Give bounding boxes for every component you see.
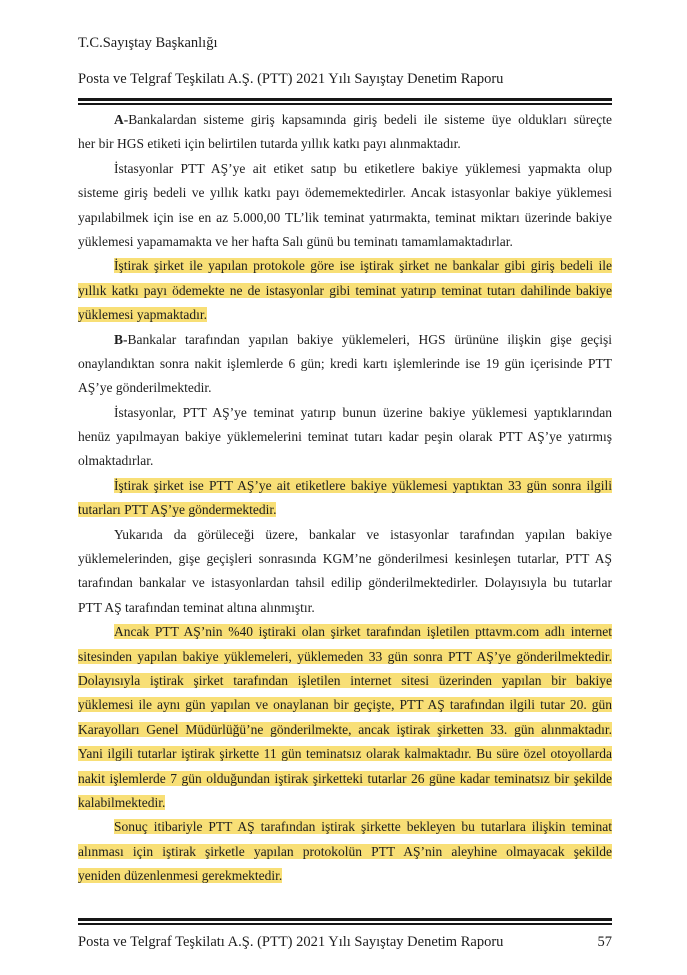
paragraph-line xyxy=(78,474,612,498)
body-text: yüklemesi yapamamakta ve her hafta Salı günü bu teminatı tamamlamaktadırlar. xyxy=(78,233,513,249)
body-text: Yukarıda da görüleceği üzere, bankalar ve istasyonlar tarafından yapılan bakiye xyxy=(114,526,612,542)
paragraph-line xyxy=(78,498,612,522)
document-header xyxy=(0,0,687,105)
paragraph xyxy=(78,328,612,401)
paragraph-line xyxy=(78,328,612,352)
highlighted-text: İştirak şirket ise PTT AŞ’ye ait etiketlere bakiye yüklemesi yaptıktan 33 gün sonra ilgili xyxy=(114,477,612,493)
paragraph xyxy=(78,157,612,255)
body-text: sisteme giriş bedeli ve yıllık katkı payı ödememektedirler. Ancak istasyonlar bakiye yüklemesi xyxy=(78,185,612,201)
paragraph-line xyxy=(78,254,612,278)
paragraph-line xyxy=(78,596,612,620)
highlighted-text: tutarları PTT AŞ’ye göndermektedir. xyxy=(78,502,277,518)
paragraph-line xyxy=(78,840,612,864)
paragraph-line xyxy=(78,352,612,376)
paragraph-lead: B- xyxy=(114,331,128,347)
paragraph-line xyxy=(78,279,612,303)
paragraph-line xyxy=(78,425,612,449)
paragraph-line xyxy=(78,230,612,254)
document-footer xyxy=(78,918,612,952)
paragraph-line xyxy=(78,401,612,425)
footer-report-title: Posta ve Telgraf Teşkilatı A.Ş. (PTT) 2021 Yılı Sayıştay Denetim Raporu xyxy=(78,934,504,950)
body-text: yüklemelerinden, gişe geçişleri sonrasında KGM’ne gönderilmesi kesinleşen tutarlar, PTT AŞ xyxy=(78,551,612,567)
highlighted-text: yüklemesi ile aynı gün yapılan ve onaylanan bir geçişte, PTT AŞ tarafından ilgili tutar 20. gün xyxy=(78,697,612,713)
body-text: İstasyonlar, PTT AŞ’ye teminat yatırıp bunun üzerine bakiye yüklemesi yaptıklarından xyxy=(114,404,612,420)
paragraph-line xyxy=(78,742,612,766)
paragraph-line xyxy=(78,791,612,815)
body-text: yapılabilmek için ise en az 5.000,00 TL’lik teminat yatırmakta, teminat miktarı üzerinde bakiye xyxy=(78,209,612,225)
paragraph-line xyxy=(78,523,612,547)
paragraph-line xyxy=(78,620,612,644)
highlighted-text: alınması için iştirak şirketle yapılan protokolün PTT AŞ’nin aleyhine olmayacak şekilde xyxy=(78,843,612,859)
highlighted-text: yeniden düzenlenmesi gerekmektedir. xyxy=(78,868,283,884)
paragraph-line xyxy=(78,206,612,230)
highlighted-text: Yani ilgili tutarlar iştirak şirkette 11 gün teminatsız olarak kalmaktadır. Bu süre özel otoyollarda xyxy=(78,746,612,762)
highlighted-text: Ancak PTT AŞ’nin %40 iştiraki olan şirket tarafından işletilen pttavm.com adlı internet xyxy=(114,624,612,640)
paragraph-line xyxy=(78,669,612,693)
footer-rule xyxy=(78,918,612,925)
body-text: AŞ’ye gönderilmektedir. xyxy=(78,380,212,396)
paragraph-line xyxy=(78,303,612,327)
highlighted-text: kalabilmektedir. xyxy=(78,794,166,810)
body-text: henüz yapılmayan bakiye yüklemelerini teminat tutarı kadar peşin olarak PTT AŞ’ye yatırmış xyxy=(78,429,612,445)
paragraph-line xyxy=(78,449,612,473)
paragraph xyxy=(78,108,612,157)
paragraph-line xyxy=(78,108,612,132)
paragraph-line xyxy=(78,767,612,791)
highlighted-text: yıllık katkı payı ödemekte ne de istasyonlar gibi teminat yatırıp teminat tutarı dahilinde bakiye xyxy=(78,282,612,298)
body-text: tarafından bankalar ve istasyonlardan tahsil edilip gönderilmektedirler. Dolayısıyla bu tutarlar xyxy=(78,575,612,591)
paragraph-lead: A- xyxy=(114,112,129,127)
highlighted-text: nakit işlemlerde 7 gün olduğundan iştirak şirketteki tutarlar 26 güne kadar teminatsız bir şekilde xyxy=(78,770,612,786)
paragraph-line xyxy=(78,571,612,595)
paragraph-line xyxy=(78,157,612,181)
paragraph-line xyxy=(78,693,612,717)
footer-row xyxy=(78,932,612,952)
paragraph-line xyxy=(78,864,612,888)
paragraph xyxy=(78,474,612,523)
paragraph xyxy=(78,620,612,815)
footer-page-number: 57 xyxy=(597,934,612,950)
highlighted-text: İştirak şirket ile yapılan protokole göre ise iştirak şirket ne bankalar gibi giriş bedeli ile xyxy=(114,258,612,274)
paragraph-line xyxy=(78,645,612,669)
document-body xyxy=(0,105,687,889)
header-organization: T.C.Sayıştay Başkanlığı xyxy=(78,35,218,51)
paragraph-line xyxy=(78,815,612,839)
body-text: İstasyonlar PTT AŞ’ye ait etiket satıp bu etiketlere bakiye yüklemesi yapmakta olup xyxy=(114,160,612,176)
paragraph xyxy=(78,254,612,327)
body-text: onaylandıktan sonra nakit işlemlerde 6 gün; kredi kartı işlemlerinde ise 19 gün içerisinde PTT xyxy=(78,355,612,371)
body-text: olmaktadırlar. xyxy=(78,453,154,469)
highlighted-text: sitesinden yapılan bakiye yüklemeleri, yüklemeden 33 gün sonra PTT AŞ’ye gönderilmektedir. xyxy=(78,648,612,664)
paragraph xyxy=(78,815,612,888)
paragraph xyxy=(78,401,612,474)
highlighted-text: Sonuç itibariyle PTT AŞ tarafından iştirak şirkette bekleyen bu tutarlara ilişkin teminat xyxy=(114,819,612,835)
header-rule xyxy=(78,98,612,105)
paragraph-line xyxy=(78,547,612,571)
highlighted-text: yüklemesi yapmaktadır. xyxy=(78,307,207,323)
body-text: B-Bankalar tarafından yapılan bakiye yüklemeleri, HGS ürününe ilişkin gişe geçişi xyxy=(114,331,612,347)
paragraph-line xyxy=(78,718,612,742)
body-text: A-Bankalardan sisteme giriş kapsamında giriş bedeli ile sisteme üye oldukları süreçte xyxy=(114,112,612,127)
highlighted-text: Dolayısıyla iştirak şirket tarafından işletilen internet sitesi üzerinden yapılan bir bakiye xyxy=(78,672,612,688)
paragraph xyxy=(78,523,612,621)
body-text: PTT AŞ tarafından teminat altına alınmıştır. xyxy=(78,599,315,615)
body-text: her bir HGS etiketi için belirtilen tutarda yıllık katkı payı alınmaktadır. xyxy=(78,136,461,152)
paragraph-line xyxy=(78,132,612,156)
paragraph-line xyxy=(78,376,612,400)
paragraph-line xyxy=(78,181,612,205)
highlighted-text: Karayolları Genel Müdürlüğü’ne gönderilmekte, ancak iştirak şirketten 33. gün alınmaktadır. xyxy=(78,721,612,737)
header-report-title: Posta ve Telgraf Teşkilatı A.Ş. (PTT) 2021 Yılı Sayıştay Denetim Raporu xyxy=(78,71,504,87)
